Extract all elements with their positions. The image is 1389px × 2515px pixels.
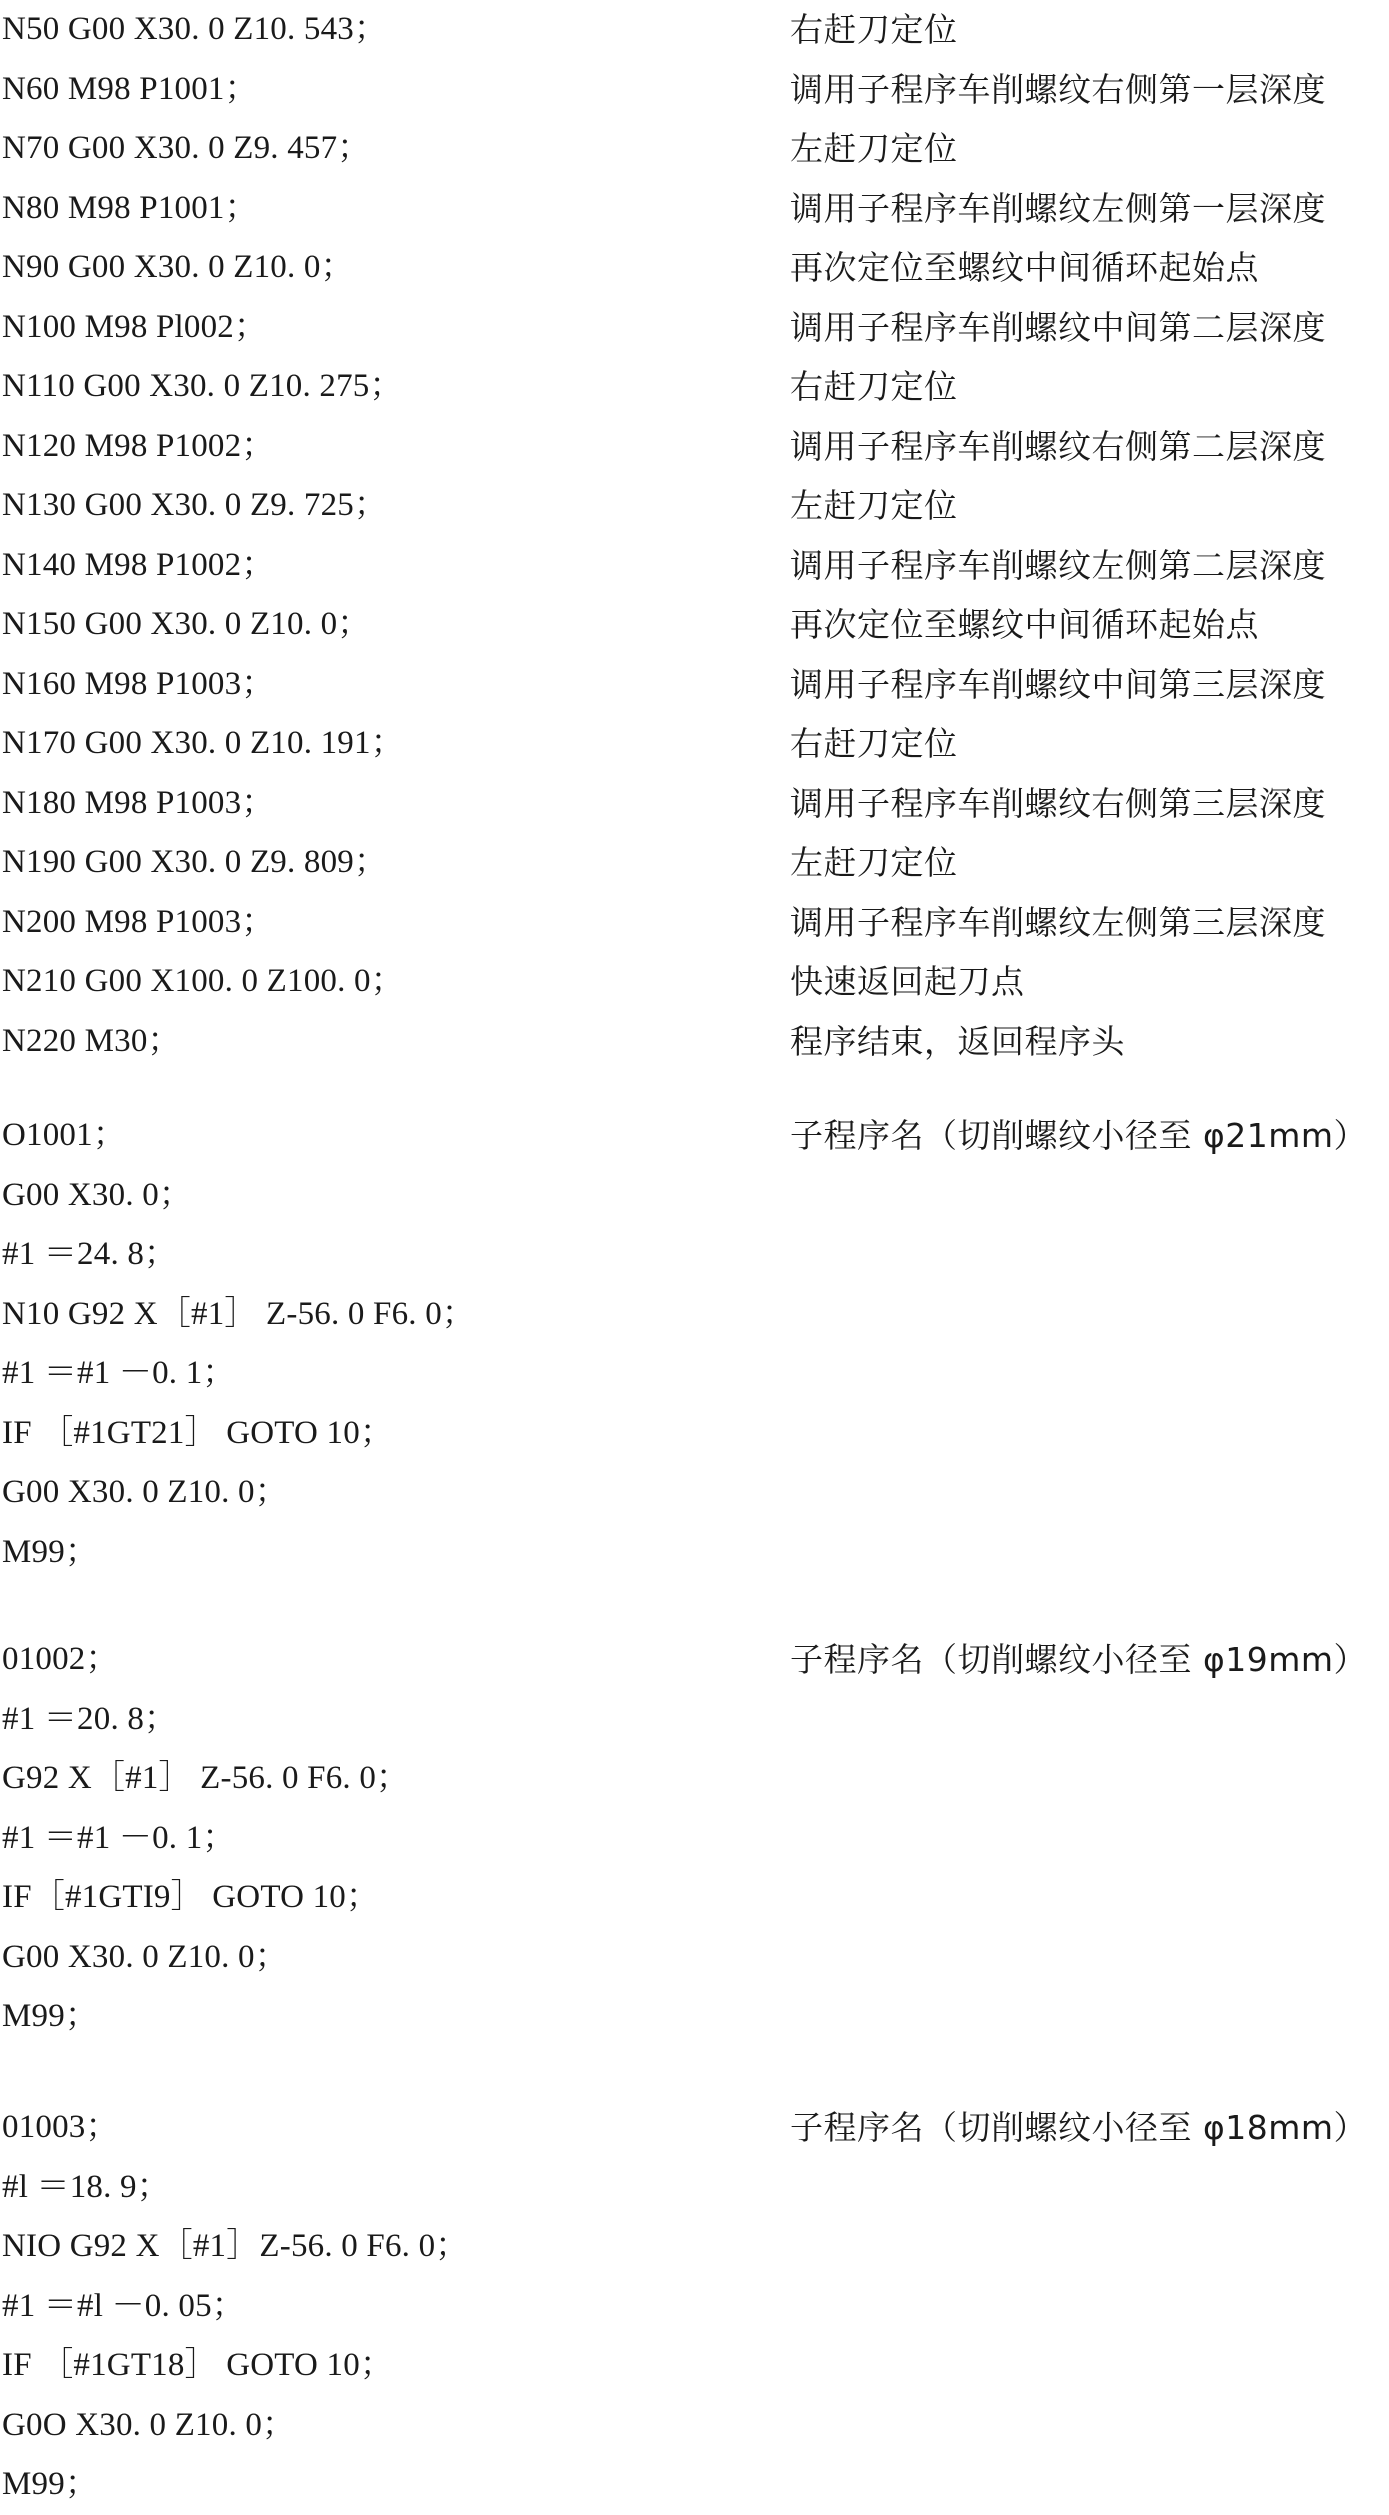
code-line — [0, 2396, 1389, 2456]
code-text: G00 X30. 0 Z10. 0； — [2, 1938, 288, 1975]
code-line — [0, 238, 1389, 298]
code-text: N90 G00 X30. 0 Z10. 0； — [2, 249, 354, 285]
code-text: 01003； — [2, 2109, 119, 2145]
code-line — [0, 1463, 1389, 1523]
code-text: N60 M98 P1001； — [2, 70, 258, 107]
code-comment: 再次定位至螺纹中间循环起始点 — [790, 605, 1259, 644]
code-line — [0, 2158, 1389, 2218]
code-text: N110 G00 X30. 0 Z10. 275； — [2, 368, 403, 404]
code-line — [0, 417, 1389, 477]
code-line — [0, 1404, 1389, 1464]
code-line — [0, 1344, 1389, 1404]
code-line — [0, 1987, 1389, 2047]
code-line — [0, 2336, 1389, 2396]
code-line — [0, 774, 1389, 834]
code-text: N10 G92 X［#1］ Z-56. 0 F6. 0； — [2, 1295, 476, 1332]
code-comment: 左赶刀定位 — [790, 129, 958, 168]
code-line — [0, 1012, 1389, 1072]
code-line — [0, 1749, 1389, 1809]
code-line — [0, 1690, 1389, 1750]
code-text: #l ＝18. 9； — [2, 2168, 170, 2205]
code-line — [0, 2217, 1389, 2277]
code-line — [0, 1106, 1389, 1166]
code-comment: 调用子程序车削螺纹右侧第一层深度 — [790, 69, 1326, 109]
code-text: N130 G00 X30. 0 Z9. 725； — [2, 487, 388, 523]
code-text: NIO G92 X［#1］Z-56. 0 F6. 0； — [2, 2228, 469, 2264]
code-comment: 调用子程序车削螺纹左侧第一层深度 — [790, 188, 1326, 228]
code-text: N210 G00 X100. 0 Z100. 0； — [2, 963, 404, 999]
code-text: G00 X30. 0； — [2, 1176, 193, 1213]
code-line — [0, 952, 1389, 1012]
code-comment: 调用子程序车削螺纹左侧第二层深度 — [790, 545, 1326, 585]
code-comment: 子程序名（切削螺纹小径至 φ21mm） — [790, 1116, 1368, 1155]
code-text: N70 G00 X30. 0 Z9. 457； — [2, 130, 371, 166]
code-comment: 右赶刀定位 — [790, 367, 958, 406]
code-comment: 调用子程序车削螺纹右侧第二层深度 — [790, 426, 1326, 466]
code-text: N80 M98 P1001； — [2, 189, 258, 226]
code-text: M99； — [2, 1533, 99, 1570]
code-comment: 调用子程序车削螺纹右侧第三层深度 — [790, 783, 1326, 823]
code-text: N220 M30； — [2, 1022, 181, 1059]
code-text: G92 X［#1］ Z-56. 0 F6. 0； — [2, 1760, 410, 1796]
code-line — [0, 714, 1389, 774]
code-text: N200 M98 P1003； — [2, 903, 275, 940]
code-line — [0, 298, 1389, 358]
code-line — [0, 1868, 1389, 1928]
code-text: M99； — [2, 1998, 99, 2034]
code-comment: 左赶刀定位 — [790, 486, 958, 525]
code-comment: 子程序名（切削螺纹小径至 φ18mm） — [790, 2108, 1368, 2147]
code-comment: 子程序名（切削螺纹小径至 φ19mm） — [790, 1640, 1368, 1679]
code-text: IF［#1GTI9］ GOTO 10； — [2, 1879, 380, 1915]
code-line — [0, 655, 1389, 715]
subprogram-o1003-block — [0, 2098, 1389, 2515]
code-text: N100 M98 Pl002； — [2, 308, 268, 345]
code-text: N150 G00 X30. 0 Z10. 0； — [2, 606, 371, 642]
code-text: M99； — [2, 2466, 99, 2502]
subprogram-o1001-block — [0, 1106, 1389, 1582]
code-text: 01002； — [2, 1641, 119, 1677]
code-line — [0, 1285, 1389, 1345]
code-text: #1 ＝#1 －0. 1； — [2, 1355, 236, 1391]
code-comment: 右赶刀定位 — [790, 10, 958, 49]
code-line — [0, 2277, 1389, 2337]
code-text: N180 M98 P1003； — [2, 784, 275, 821]
code-text: #1 ＝#1 －0. 1； — [2, 1819, 236, 1856]
code-comment: 调用子程序车削螺纹中间第三层深度 — [790, 664, 1326, 704]
code-text: O1001； — [2, 1117, 127, 1153]
code-comment: 再次定位至螺纹中间循环起始点 — [790, 248, 1259, 287]
main-program-block — [0, 0, 1389, 1071]
code-line — [0, 1630, 1389, 1690]
code-text: IF ［#1GT18］ GOTO 10； — [2, 2347, 394, 2383]
code-comment: 调用子程序车削螺纹左侧第三层深度 — [790, 902, 1326, 942]
code-line — [0, 60, 1389, 120]
code-line — [0, 1523, 1389, 1583]
subprogram-o1002-block — [0, 1630, 1389, 2047]
code-text: IF ［#1GT21］ GOTO 10； — [2, 1414, 394, 1451]
code-text: N50 G00 X30. 0 Z10. 543； — [2, 11, 388, 47]
code-text: N170 G00 X30. 0 Z10. 191； — [2, 725, 404, 761]
code-line — [0, 1928, 1389, 1988]
code-line — [0, 0, 1389, 60]
code-line — [0, 536, 1389, 596]
code-line — [0, 1809, 1389, 1869]
code-line — [0, 833, 1389, 893]
code-line — [0, 1166, 1389, 1226]
code-text: N160 M98 P1003； — [2, 665, 275, 702]
code-comment: 左赶刀定位 — [790, 843, 958, 882]
code-comment: 程序结束，返回程序头 — [790, 1021, 1125, 1061]
code-text: #1 ＝20. 8； — [2, 1700, 178, 1737]
code-line — [0, 119, 1389, 179]
code-text: N190 G00 X30. 0 Z9. 809； — [2, 844, 388, 880]
code-line — [0, 1225, 1389, 1285]
code-line — [0, 357, 1389, 417]
code-text: N120 M98 P1002； — [2, 427, 275, 464]
code-comment: 调用子程序车削螺纹中间第二层深度 — [790, 307, 1326, 347]
code-text: #1 ＝24. 8； — [2, 1236, 178, 1272]
code-line — [0, 2455, 1389, 2515]
code-text: N140 M98 P1002； — [2, 546, 275, 583]
code-line — [0, 179, 1389, 239]
code-line — [0, 476, 1389, 536]
code-line — [0, 2098, 1389, 2158]
code-comment: 右赶刀定位 — [790, 724, 958, 763]
code-text: G0O X30. 0 Z10. 0； — [2, 2406, 296, 2443]
code-line — [0, 595, 1389, 655]
code-line — [0, 893, 1389, 953]
code-text: #1 ＝#l －0. 05； — [2, 2287, 245, 2324]
code-text: G00 X30. 0 Z10. 0； — [2, 1474, 288, 1510]
code-comment: 快速返回起刀点 — [790, 962, 1025, 1001]
